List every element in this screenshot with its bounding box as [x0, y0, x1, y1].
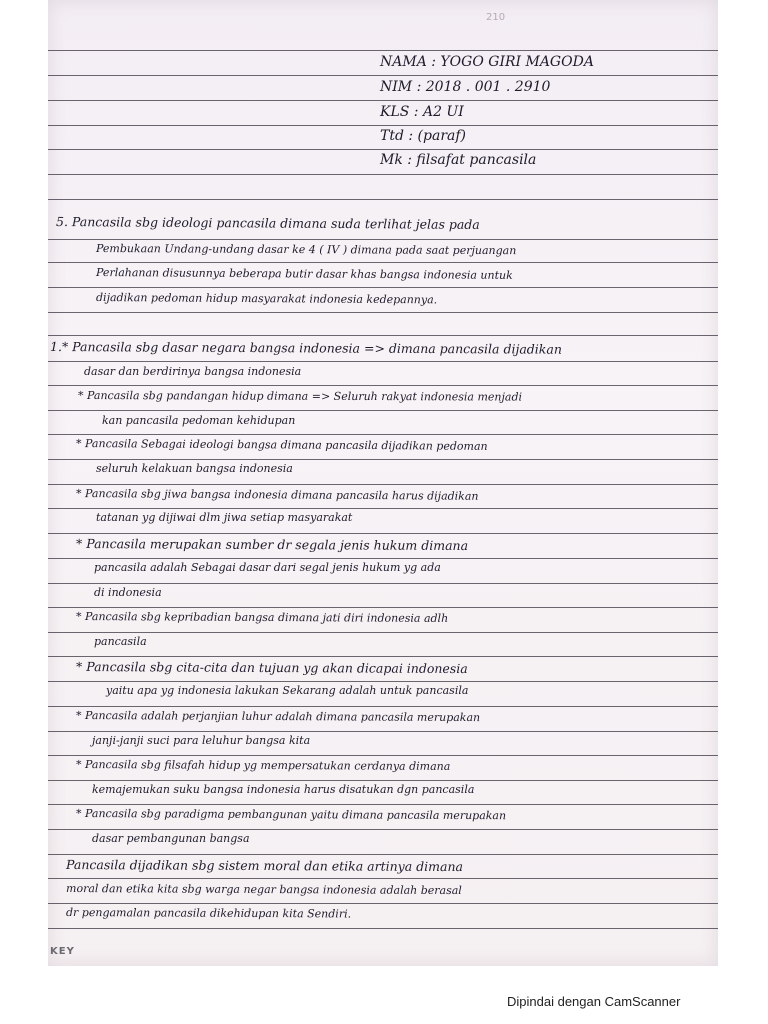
answer1-line: * Pancasila sbg kepribadian bangsa dimana jati diri indonesia adlh — [76, 610, 449, 625]
answer1-line: * Pancasila sbg filsafah hidup yg mempersatukan cerdanya dimana — [76, 758, 451, 773]
answer1-line: * Pancasila adalah perjanjian luhur adalah dimana pancasila merupakan — [76, 709, 481, 725]
page-top-mark: 210 — [486, 12, 506, 23]
answer1-line: * Pancasila Sebagai ideologi bangsa dimana pancasila dijadikan pedoman — [76, 437, 488, 453]
answer1-line: dasar pembangunan bangsa — [92, 832, 250, 845]
notebook-page — [48, 0, 718, 966]
answer1-line: pancasila adalah Sebagai dasar dari segal jenis hukum yg ada — [94, 561, 441, 574]
student-name: NAMA : YOGO GIRI MAGODA — [380, 54, 594, 70]
answer1-line: kemajemukan suku bangsa indonesia harus disatukan dgn pancasila — [92, 783, 475, 796]
answer5-line: dijadikan pedoman hidup masyarakat indonesia kedepannya. — [96, 291, 438, 307]
closing-line: dr pengamalan pancasila dikehidupan kita Sendiri. — [66, 906, 352, 921]
student-class: KLS : A2 UI — [380, 104, 464, 120]
answer1-line: pancasila — [94, 635, 147, 648]
answer1-line: seluruh kelakuan bangsa indonesia — [96, 462, 293, 475]
answer1-line: 1.* Pancasila sbg dasar negara bangsa indonesia => dimana pancasila dijadikan — [50, 339, 562, 357]
answer1-line: * Pancasila merupakan sumber dr segala jenis hukum dimana — [76, 536, 469, 554]
answer1-line: * Pancasila sbg cita-cita dan tujuan yg akan dicapai indonesia — [76, 659, 468, 677]
student-number: NIM : 2018 . 001 . 2910 — [380, 79, 551, 95]
scanner-watermark: Dipindai dengan CamScanner — [507, 994, 681, 1009]
answer1-line: yaitu apa yg indonesia lakukan Sekarang adalah untuk pancasila — [106, 684, 469, 697]
notebook-brand-mark: KEY — [50, 946, 75, 957]
signature-line: Ttd : (paraf) — [380, 128, 466, 144]
closing-line: Pancasila dijadikan sbg sistem moral dan etika artinya dimana — [66, 857, 464, 875]
answer1-line: kan pancasila pedoman kehidupan — [102, 414, 296, 427]
answer5-line: 5. Pancasila sbg ideologi pancasila dimana suda terlihat jelas pada — [56, 214, 480, 232]
closing-line: moral dan etika kita sbg warga negar bangsa indonesia adalah berasal — [66, 882, 462, 898]
answer1-line: tatanan yg dijiwai dlm jiwa setiap masyarakat — [96, 511, 353, 524]
answer1-line: di indonesia — [94, 586, 162, 599]
course-name: Mk : filsafat pancasila — [380, 152, 537, 168]
answer1-line: * Pancasila sbg pandangan hidup dimana => Seluruh rakyat indonesia menjadi — [78, 389, 523, 404]
answer1-line: dasar dan berdirinya bangsa indonesia — [84, 365, 302, 378]
answer5-line: Pembukaan Undang-undang dasar ke 4 ( IV ) dimana pada saat perjuangan — [96, 242, 517, 258]
answer5-line: Perlahanan disusunnya beberapa butir dasar khas bangsa indonesia untuk — [96, 266, 513, 282]
answer1-line: * Pancasila sbg paradigma pembangunan yaitu dimana pancasila merupakan — [76, 807, 507, 823]
answer1-line: janji-janji suci para leluhur bangsa kita — [92, 734, 311, 747]
answer1-line: * Pancasila sbg jiwa bangsa indonesia dimana pancasila harus dijadikan — [76, 487, 479, 503]
